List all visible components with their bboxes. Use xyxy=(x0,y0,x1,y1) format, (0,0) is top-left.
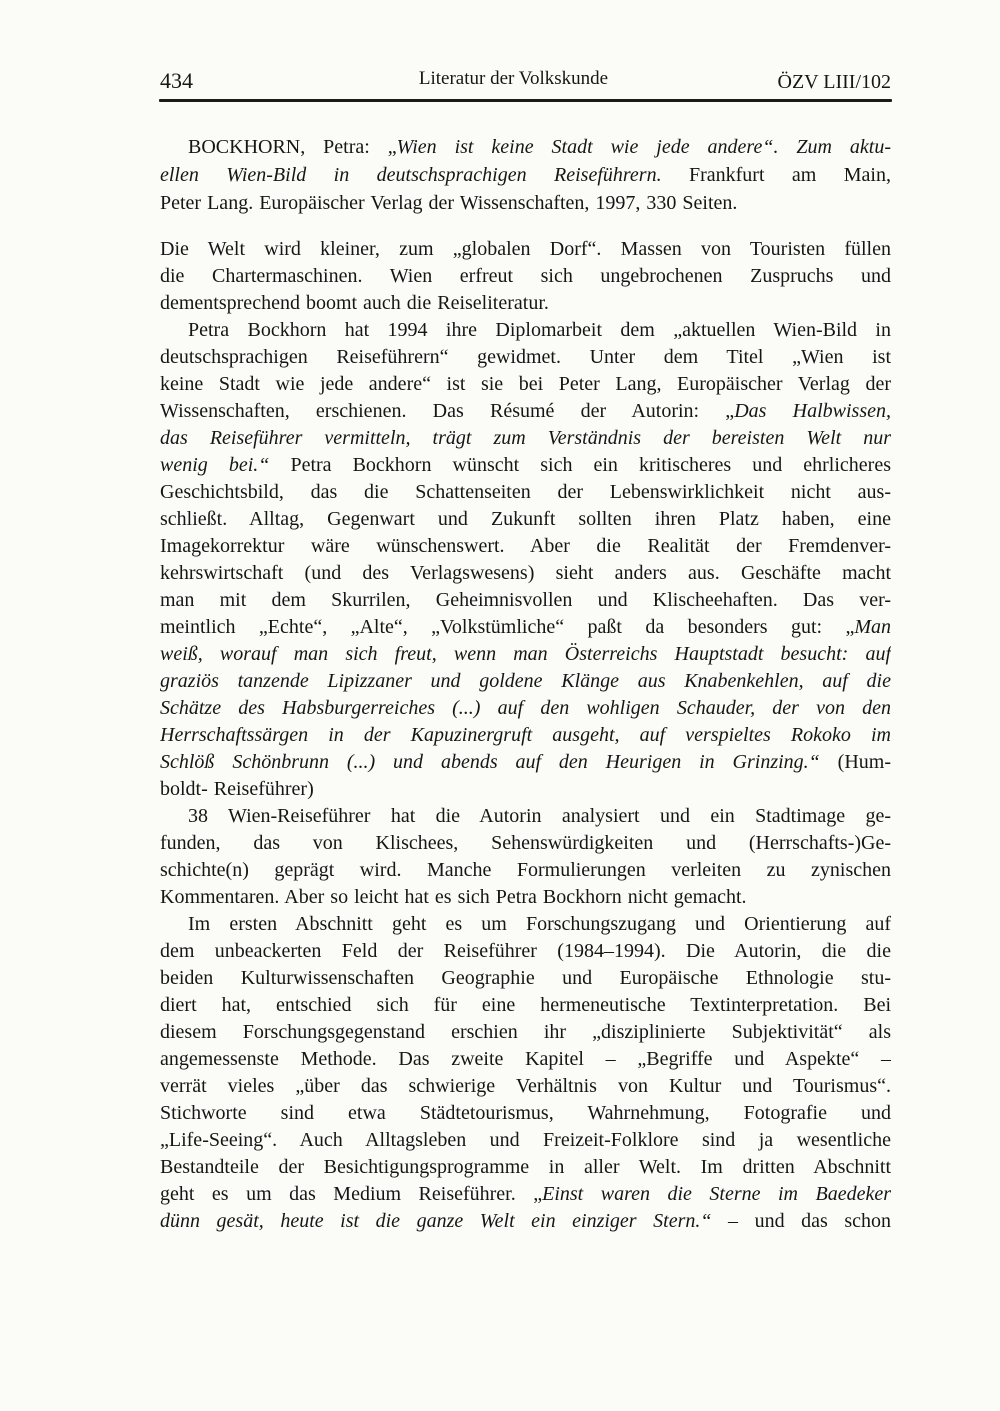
text-line xyxy=(160,371,891,398)
text-segment: Petra Bockhorn wünscht sich ein kritischeres und ehrlicheres xyxy=(269,454,891,476)
text-line xyxy=(160,1127,891,1154)
text-segment: schichte(n) geprägt wird. Manche Formulierungen verleiten zu zynischen xyxy=(160,859,891,881)
text-segment: Wissenschaften, erschienen. Das Résumé der Autorin: „ xyxy=(160,400,735,422)
text-line xyxy=(160,884,891,911)
text-segment: 38 Wien-Reiseführer hat die Autorin analysiert und ein Stadtimage ge- xyxy=(188,805,891,827)
text-segment: funden, das von Klischees, Sehenswürdigkeiten und (Herrschafts-)Ge- xyxy=(160,832,891,854)
text-line xyxy=(160,452,891,479)
italic-text-segment: Herrschaftssärgen in der Kapuzinergruft ausgeht, auf verspieltes Rokoko im xyxy=(160,724,891,746)
text-line xyxy=(160,560,891,587)
text-line xyxy=(160,857,891,884)
text-line xyxy=(160,992,891,1019)
text-segment: – und das schon xyxy=(711,1210,891,1232)
italic-text-segment: wenig bei.“ xyxy=(160,454,270,476)
review-paragraph-2 xyxy=(160,317,891,803)
text-line xyxy=(160,587,891,614)
text-segment: diesem Forschungsgegenstand erschien ihr „disziplinierte Subjektivität“ als xyxy=(160,1021,891,1043)
text-line xyxy=(160,506,891,533)
text-line xyxy=(160,911,891,938)
text-line xyxy=(160,344,891,371)
text-line xyxy=(160,533,891,560)
text-segment: BOCKHORN, Petra: „ xyxy=(188,136,397,158)
text-line xyxy=(160,1073,891,1100)
text-line xyxy=(160,161,891,189)
text-segment: Geschichtsbild, das die Schattenseiten der Lebenswirklichkeit nicht aus- xyxy=(160,481,891,503)
text-line xyxy=(160,263,891,290)
text-line xyxy=(160,1100,891,1127)
text-segment: kehrswirtschaft (und des Verlagswesens) sieht anders aus. Geschäfte macht xyxy=(160,562,891,584)
header-rule xyxy=(159,99,892,102)
text-line xyxy=(160,722,891,749)
text-line xyxy=(160,1019,891,1046)
text-segment: Petra Bockhorn hat 1994 ihre Diplomarbeit dem „aktuellen Wien-Bild in xyxy=(188,319,891,341)
text-line xyxy=(160,189,891,217)
book-citation xyxy=(160,133,891,217)
text-line xyxy=(160,668,891,695)
text-line xyxy=(160,398,891,425)
italic-text-segment: Wien ist keine Stadt wie jede andere“. Zum aktu- xyxy=(396,136,891,158)
review-paragraph-1 xyxy=(160,236,891,317)
text-line xyxy=(160,317,891,344)
text-segment: „Life-Seeing“. Auch Alltagsleben und Freizeit-Folklore sind ja wesentliche xyxy=(160,1129,891,1151)
text-line xyxy=(160,641,891,668)
text-segment: boldt- Reiseführer) xyxy=(160,778,314,800)
text-segment: die Chartermaschinen. Wien erfreut sich ungebrochenen Zuspruchs und xyxy=(160,265,891,287)
text-segment: diert hat, entschied sich für eine hermeneutische Textinterpretation. Bei xyxy=(160,994,891,1016)
text-segment: angemessenste Methode. Das zweite Kapitel – „Begriffe und Aspekte“ – xyxy=(160,1048,891,1070)
text-segment: Peter Lang. Europäischer Verlag der Wissenschaften, 1997, 330 Seiten. xyxy=(160,192,738,214)
text-segment: man mit dem Skurrilen, Geheimnisvollen und Klischeehaften. Das ver- xyxy=(160,589,891,611)
running-title: Literatur der Volkskunde xyxy=(418,68,609,89)
page-number: 434 xyxy=(160,68,193,93)
text-line xyxy=(160,236,891,263)
review-paragraph-4 xyxy=(160,911,891,1235)
text-line xyxy=(160,479,891,506)
text-segment: Stichworte sind etwa Städtetourismus, Wahrnehmung, Fotografie und xyxy=(160,1102,891,1124)
text-line xyxy=(160,614,891,641)
text-line xyxy=(160,1181,891,1208)
text-line xyxy=(160,938,891,965)
text-block xyxy=(160,133,891,1235)
text-segment: meintlich „Echte“, „Alte“, „Volkstümliche“ paßt da besonders gut: „ xyxy=(160,616,855,638)
text-segment: Im ersten Abschnitt geht es um Forschungszugang und Orientierung auf xyxy=(188,913,891,935)
text-line xyxy=(160,803,891,830)
text-segment: beiden Kulturwissenschaften Geographie und Europäische Ethnologie stu- xyxy=(160,967,891,989)
italic-text-segment: graziös tanzende Lipizzaner und goldene Klänge aus Knabenkehlen, auf die xyxy=(160,670,891,692)
text-line xyxy=(160,749,891,776)
text-line xyxy=(160,1046,891,1073)
text-line xyxy=(160,965,891,992)
text-segment: deutschsprachigen Reiseführern“ gewidmet. Unter dem Titel „Wien ist xyxy=(160,346,891,368)
italic-text-segment: ellen Wien-Bild in deutschsprachigen Reiseführern. xyxy=(160,164,662,186)
italic-text-segment: Schlöß Schönbrunn (...) und abends auf den Heurigen in Grinzing.“ xyxy=(160,751,820,773)
text-segment: Bestandteile der Besichtigungsprogramme in aller Welt. Im dritten Abschnitt xyxy=(160,1156,891,1178)
italic-text-segment: Einst waren die Sterne im Baedeker xyxy=(542,1183,891,1205)
text-line xyxy=(160,133,891,161)
text-line xyxy=(160,1208,891,1235)
italic-text-segment: das Reiseführer vermitteln, trägt zum Verständnis der bereisten Welt nur xyxy=(160,427,891,449)
text-segment: Frankfurt am Main, xyxy=(661,164,891,186)
italic-text-segment: Das Halbwissen, xyxy=(734,400,891,422)
text-segment: Kommentaren. Aber so leicht hat es sich Petra Bockhorn nicht gemacht. xyxy=(160,886,747,908)
running-head xyxy=(160,68,891,94)
text-line xyxy=(160,695,891,722)
text-line xyxy=(160,1154,891,1181)
text-segment: schließt. Alltag, Gegenwart und Zukunft sollten ihren Platz haben, eine xyxy=(160,508,891,530)
text-line xyxy=(160,290,891,317)
text-segment: geht es um das Medium Reiseführer. „ xyxy=(160,1183,543,1205)
text-segment: dem unbeackerten Feld der Reiseführer (1984–1994). Die Autorin, die die xyxy=(160,940,891,962)
text-segment: Imagekorrektur wäre wünschenswert. Aber die Realität der Fremdenver- xyxy=(160,535,891,557)
text-segment: keine Stadt wie jede andere“ ist sie bei Peter Lang, Europäischer Verlag der xyxy=(160,373,891,395)
italic-text-segment: Man xyxy=(854,616,891,638)
text-line xyxy=(160,830,891,857)
text-segment: Die Welt wird kleiner, zum „globalen Dorf“. Massen von Touristen füllen xyxy=(160,238,891,260)
italic-text-segment: Schätze des Habsburgerreiches (...) auf den wohligen Schauder, der von den xyxy=(160,697,891,719)
italic-text-segment: dünn gesät, heute ist die ganze Welt ein einziger Stern.“ xyxy=(160,1210,712,1232)
review-paragraph-3 xyxy=(160,803,891,911)
text-segment: verrät vieles „über das schwierige Verhältnis von Kultur und Tourismus“. xyxy=(160,1075,891,1097)
text-line xyxy=(160,776,891,803)
text-line xyxy=(160,425,891,452)
text-segment: dementsprechend boomt auch die Reiseliteratur. xyxy=(160,292,549,314)
journal-issue-label: ÖZV LIII/102 xyxy=(777,71,891,93)
text-segment: (Hum- xyxy=(819,751,891,773)
italic-text-segment: weiß, worauf man sich freut, wenn man Österreichs Hauptstadt besucht: auf xyxy=(160,643,891,665)
